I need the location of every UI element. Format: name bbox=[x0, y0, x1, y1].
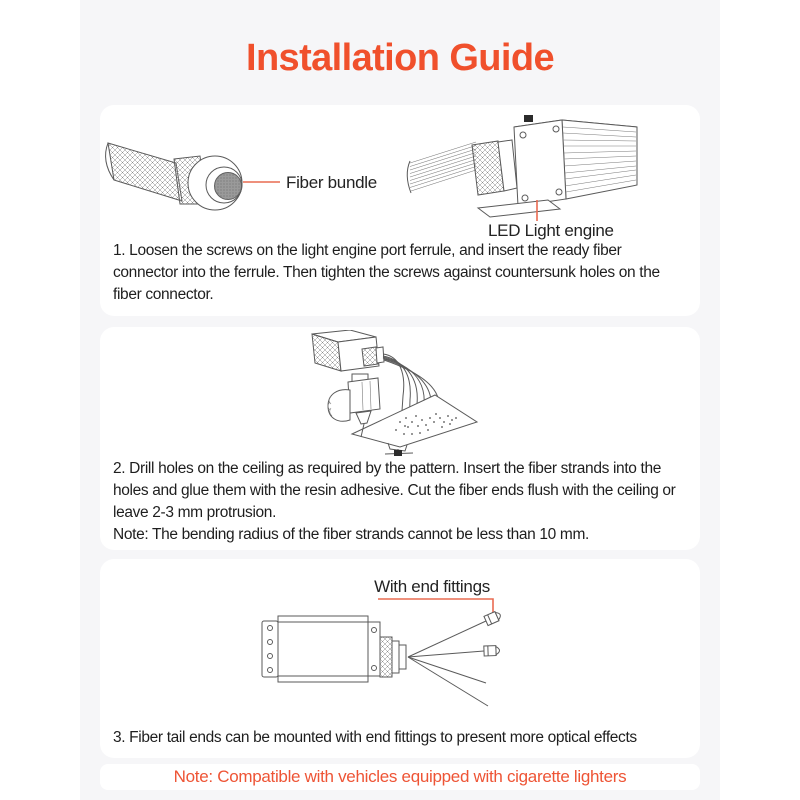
step1-text: 1. Loosen the screws on the light engine port ferrule, and insert the ready fiber connector into the ferrule. Then tighten the screws against countersunk holes on the fiber connector. bbox=[113, 242, 660, 303]
step3-text: 3. Fiber tail ends can be mounted with end fittings to present more optical effects bbox=[113, 729, 637, 746]
guide-panel bbox=[80, 0, 720, 800]
step2-card bbox=[100, 327, 700, 550]
engine-side-view-drawing bbox=[262, 616, 406, 682]
end-fitting-top bbox=[484, 610, 502, 625]
fiber-bundle-label: Fiber bundle bbox=[286, 173, 377, 192]
engine-switch bbox=[524, 115, 533, 122]
step2-text: 2. Drill holes on the ceiling as required by the pattern. Insert the fiber strands into the holes and glue them with the resin adhesive. Cut the fiber ends flush with the ceiling or leave 2-3 mm protrusion. bbox=[113, 460, 676, 521]
fiber-tails bbox=[408, 621, 488, 706]
engine-box-drawing bbox=[312, 330, 384, 371]
step3-card bbox=[100, 559, 700, 758]
led-engine-label: LED Light engine bbox=[488, 221, 614, 240]
fiber-bundle-and-engine-illustration bbox=[100, 105, 700, 240]
fiber-bundle-drawing bbox=[106, 143, 242, 210]
end-fitting-middle bbox=[484, 645, 500, 656]
footer-note: Note: Compatible with vehicles equipped with cigarette lighters bbox=[173, 767, 627, 786]
step2-note: Note: The bending radius of the fiber strands cannot be less than 10 mm. bbox=[113, 526, 589, 543]
end-fittings-label: With end fittings bbox=[374, 577, 490, 596]
ceiling-drilling-illustration bbox=[100, 330, 700, 458]
footer-note-band bbox=[100, 764, 700, 790]
step2-text-block bbox=[113, 458, 687, 546]
end-fittings-leader-line bbox=[378, 599, 493, 617]
end-fittings-illustration bbox=[100, 559, 700, 719]
fiber-cable-stripes bbox=[407, 142, 476, 193]
page-title: Installation Guide bbox=[245, 37, 554, 79]
led-engine-drawing bbox=[407, 115, 637, 217]
step1-card bbox=[100, 105, 700, 316]
